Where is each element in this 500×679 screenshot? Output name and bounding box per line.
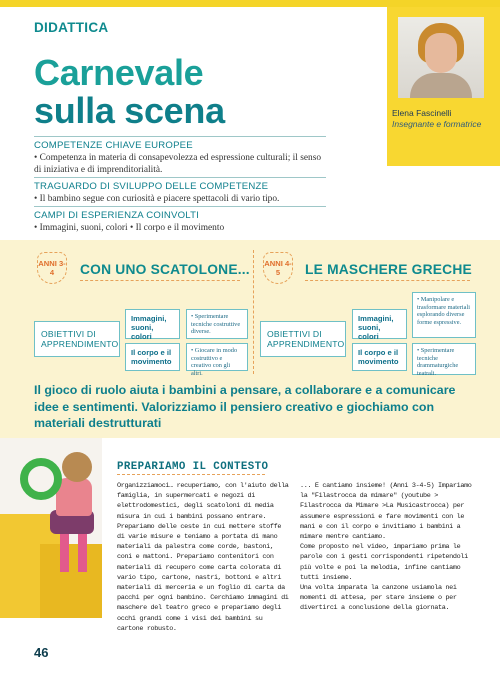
intro-text: Il gioco di ruolo aiuta i bambini a pensare, a collaborare e a comunicare idee e sentimenti. Valorizziamo il pensiero creativo e giochiamo con materiali destrutturati (34, 383, 456, 430)
competence-block-2 (34, 177, 326, 206)
paragraph: Organizziamoci… recuperiamo, con l'aiuto della famiglia, in supermercati e negozi di elettrodomestici, degli scatoloni di media misura in cui i bambini possano entrare. Prepariamo delle ceste in cui mettere stoffe di varie misure e teniamo a portata di mano materiali da palestra come corde, bastoni, coni e mattoni. Prepariamo contenitori con materiali di recupero come carta colorata di vario tipo, cartone, nastri, bottoni e altri materiali di merceria e un foglio di carta da pacchi per ogni bambino. Cerchiamo immagini di maschere del teatro greco e prepariamo degli occhi grandi come i visi dei bambini su cartone robusto. (117, 482, 289, 633)
objectives-label: OBIETTIVI DI APPRENDIMENTO (260, 321, 346, 357)
competence-heading: CAMPI DI ESPERIENZA COINVOLTI (34, 210, 200, 221)
author-card (387, 7, 500, 166)
competence-block-1 (34, 136, 326, 176)
competence-heading: TRAGUARDO DI SVILUPPO DELLE COMPETENZE (34, 181, 269, 192)
field-immagini: Immagini, suoni, colori (125, 309, 180, 339)
title-line-2: sulla scena (34, 90, 225, 131)
field-corpo: Il corpo e il movimento (125, 343, 180, 371)
text-column-left (117, 481, 291, 634)
paragraph: Come proposto nel video, impariamo prima le parole con i gesti corrispondenti ripetendoli più volte e poi la melodia, infine cantiamo tutti insieme. (300, 543, 468, 582)
section-heading-contesto: PREPARIAMO IL CONTESTO (117, 461, 269, 473)
competence-text: • Competenza in materia di consapevolezza ed espressione culturali; il senso di iniziativa e di imprenditorialità. (34, 153, 322, 175)
page-title (34, 54, 225, 130)
section-label: DIDATTICA (34, 20, 109, 35)
field-immagini: Immagini, suoni, colori (352, 309, 407, 339)
age-badge-3-4: ANNI 3-4 (37, 252, 67, 284)
top-bar (0, 0, 500, 7)
age-badge-4-5: ANNI 4-5 (263, 252, 293, 284)
field-corpo: Il corpo e il movimento (352, 343, 407, 371)
activity-heading-maschere: LE MASCHERE GRECHE (305, 262, 472, 277)
text-column-right (300, 481, 474, 614)
activity-heading-scatolone: CON UNO SCATOLONE... (80, 262, 250, 277)
author-photo (398, 17, 484, 98)
title-line-1: Carnevale (34, 52, 204, 93)
author-role: Insegnante e formatrice (392, 119, 482, 129)
competence-text: • Immagini, suoni, colori • Il corpo e il movimento (34, 223, 225, 233)
desc-manipolare: • Manipolare e trasformare materiali esplorando diverse forme espressive. (412, 292, 476, 338)
green-ring-icon (20, 458, 62, 500)
desc-sperimentare: • Sperimentare tecniche drammaturgiche teatrali. (412, 343, 476, 375)
page-number: 46 (34, 645, 49, 660)
competence-block-3 (34, 206, 326, 235)
competence-heading: COMPETENZE CHIAVE EUROPEE (34, 140, 193, 151)
desc-tecniche: • Sperimentare tecniche costruttive diverse. (186, 309, 248, 339)
child-photo (0, 438, 102, 618)
objectives-label: OBIETTIVI DI APPRENDIMENTO (34, 321, 120, 357)
paragraph: ... E cantiamo insieme! (Anni 3-4-5) Impariamo la "Filastrocca da mimare" (youtube > Filastrocca da Mimare >La Musicastrocca) per assumere espressioni e fare movimenti con le mani e con il corpo e invitiamo i bambini a mimare mentre cantiamo. (300, 482, 472, 542)
competence-text: • Il bambino segue con curiosità e piacere spettacoli di vario tipo. (34, 194, 280, 204)
paragraph: Una volta imparata la canzone usiamola nei momenti di attesa, per stare insieme o per divertirci a conclusione della giornata. (300, 584, 457, 613)
author-name: Elena Fascinelli (392, 108, 452, 118)
desc-giocare: • Giocare in modo costruttivo e creativo con gli altri. (186, 343, 248, 371)
